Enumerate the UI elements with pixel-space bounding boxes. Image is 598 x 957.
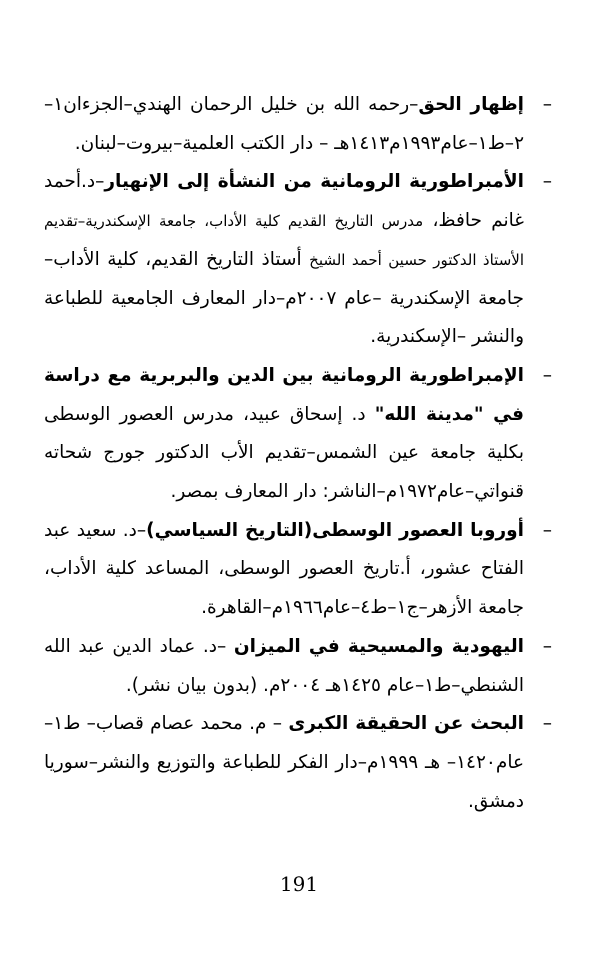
reference-title: الأمبراطورية الرومانية من النشأة إلى الإنهيار	[104, 171, 524, 193]
reference-details-small: مدرس التاريخ القديم كلية الأداب، جامعة الإسكندرية–تقديم الأستاذ الدكتور حسين أحمد الشيخ	[44, 212, 524, 269]
list-dash: –	[542, 94, 552, 115]
reference-details: –د. عماد الدين عبد الله الشنطي–ط١–عام ١٤٢٥هـ ٢٠٠٤م. (بدون بيان نشر).	[44, 635, 524, 696]
reference-details: –رحمه الله بن خليل الرحمان الهندي–الجزءان١–٢–ط١–عام١٩٩٣م١٤١٣هـ – دار الكتب العلمية–بيروت–لبنان.	[44, 94, 524, 154]
reference-item	[44, 628, 552, 705]
reference-details: – م. محمد عصام قصاب– ط١–عام١٤٢٠– هـ ١٩٩٩م–دار الفكر للطباعة والتوزيع والنشر–سوريا دمشق.	[44, 713, 524, 812]
reference-item	[44, 512, 552, 628]
reference-list	[44, 86, 552, 821]
list-dash: –	[542, 171, 552, 193]
page-number: 191	[279, 872, 319, 896]
list-dash: –	[542, 713, 552, 735]
reference-item	[44, 357, 552, 512]
reference-details-continued: أستاذ التاريخ القديم، كلية الأداب–جامعة الإسكندرية –عام ٢٠٠٧م–دار المعارف الجامعية للطباعة والنشر –الإسكندرية.	[44, 248, 524, 348]
reference-item	[44, 163, 552, 357]
reference-title: إظهار الحق	[418, 94, 524, 115]
reference-details: د. إسحاق عبيد، مدرس العصور الوسطى بكلية جامعة عين الشمس–تقديم الأب الدكتور جورج شحاته قنواتي–عام١٩٧٢م–الناشر: دار المعارف بمصر.	[44, 403, 524, 503]
list-dash: –	[542, 519, 552, 541]
reference-title: الإمبراطورية الرومانية بين الدين والبربرية مع دراسة في "مدينة الله"	[44, 364, 524, 425]
reference-details: –د.أحمد غانم حافظ،	[44, 171, 524, 232]
list-dash: –	[542, 364, 552, 386]
list-dash: –	[542, 635, 552, 657]
reference-title: البحث عن الحقيقة الكبرى	[288, 713, 525, 735]
reference-item	[44, 86, 552, 163]
reference-title: أوروبا العصور الوسطى(التاريخ السياسي)	[146, 519, 524, 541]
reference-details: –د. سعيد عبد الفتاح عشور، أ.تاريخ العصور الوسطى، المساعد كلية الأداب، جامعة الأزهر–ج١–ط٤–عام١٩٦٦م–القاهرة.	[44, 519, 524, 619]
reference-item	[44, 705, 552, 821]
reference-title: اليهودية والمسيحية في الميزان	[233, 635, 525, 657]
